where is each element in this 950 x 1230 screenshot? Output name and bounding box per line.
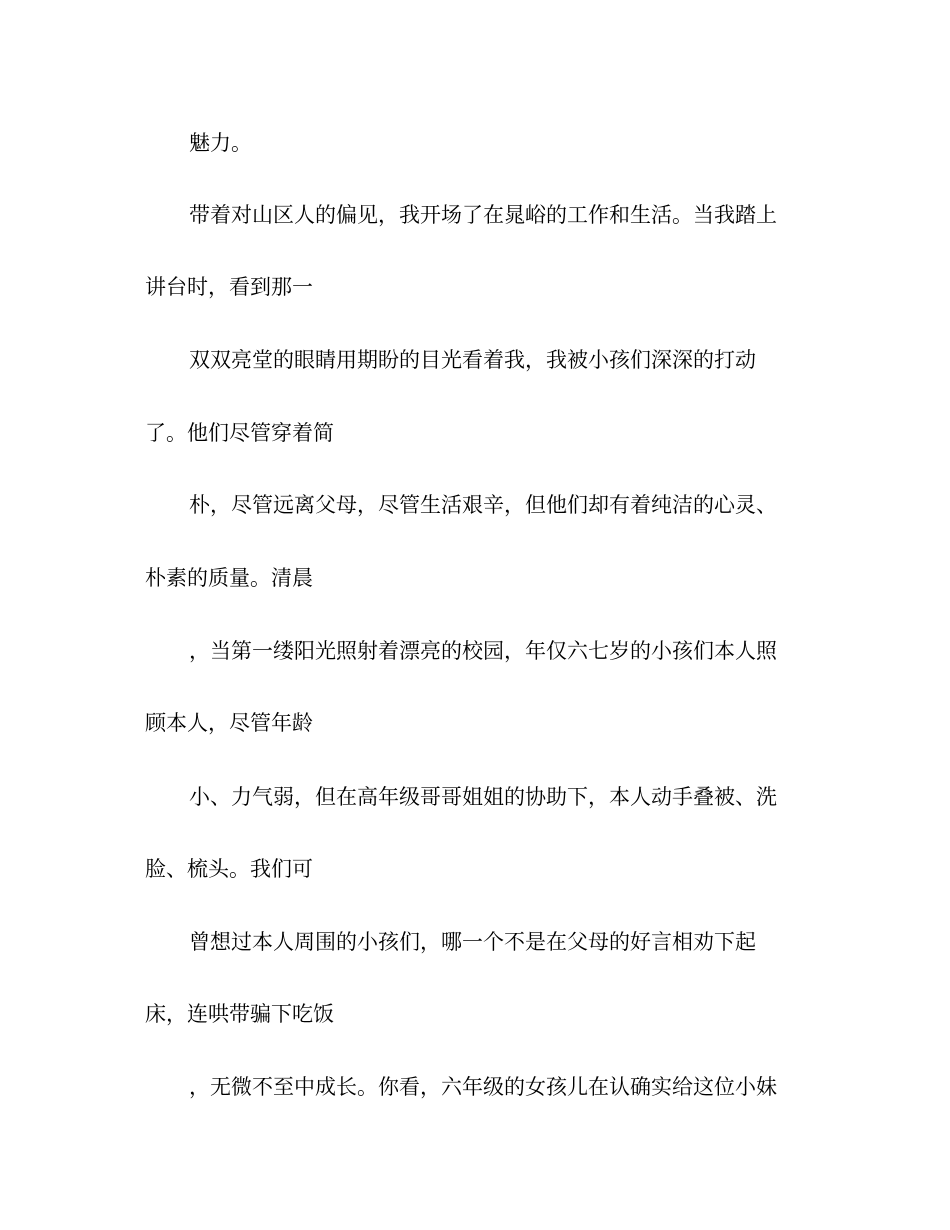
paragraph-line: ，当第一缕阳光照射着漂亮的校园，年仅六七岁的小孩们本人照 — [189, 639, 777, 663]
paragraph-line: 脸、梳头。我们可 — [145, 857, 313, 881]
paragraph-line: 讲台时，看到那一 — [145, 275, 313, 299]
paragraph-line: 朴，尽管远离父母，尽管生活艰辛，但他们却有着纯洁的心灵、 — [189, 493, 777, 517]
paragraph-line: 魅力。 — [189, 131, 252, 155]
paragraph-line: 顾本人，尽管年龄 — [145, 711, 313, 735]
paragraph-line: 双双亮堂的眼睛用期盼的目光看着我，我被小孩们深深的打动 — [189, 348, 756, 372]
paragraph-line: 带着对山区人的偏见，我开场了在晁峪的工作和生活。当我踏上 — [189, 203, 777, 227]
paragraph-line: 朴素的质量。清晨 — [145, 566, 313, 590]
paragraph-line: ，无微不至中成长。你看，六年级的女孩儿在认确实给这位小妹 — [189, 1075, 777, 1099]
paragraph-line: 床，连哄带骗下吃饭 — [145, 1002, 334, 1026]
paragraph-line: 了。他们尽管穿着简 — [145, 421, 334, 445]
paragraph-line: 小、力气弱，但在高年级哥哥姐姐的协助下，本人动手叠被、洗 — [189, 785, 777, 809]
paragraph-line: 曾想过本人周围的小孩们，哪一个不是在父母的好言相劝下起 — [189, 930, 756, 954]
